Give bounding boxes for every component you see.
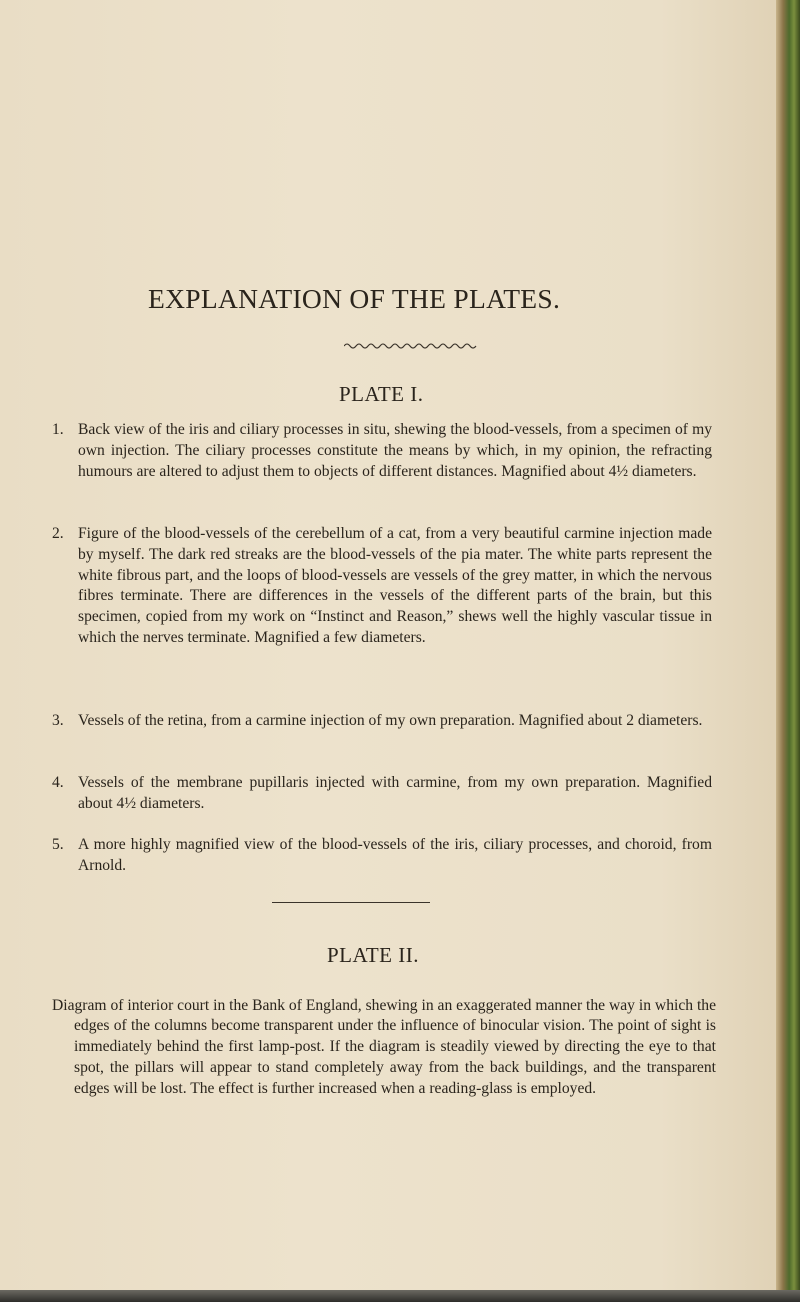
decorative-flourish	[344, 342, 478, 350]
section-divider	[272, 902, 430, 903]
entry-text: Vessels of the membrane pupillaris injected with carmine, from my own preparation. Magnified about 4½ diameters.	[78, 774, 712, 812]
page-bottom-edge	[0, 1290, 800, 1302]
entry-text: Figure of the blood-vessels of the cerebellum of a cat, from a very beautiful carmine injection made by myself. The dark red streaks are the blood-vessels of the pia mater. The white parts represent the white fibrous part, and the loops of blood-vessels are vessels of the grey matter, in which the nervous fibres terminate. There are differences in the vessels of the different parts of the brain, but this specimen, copied from my work on “Instinct and Reason,” shews well the highly vascular tissue in which the nerves terminate. Magnified a few diameters.	[78, 525, 712, 646]
plate-entry	[52, 773, 712, 815]
entry-number: 4.	[52, 774, 64, 791]
plate-entry	[52, 420, 712, 482]
plate-entry	[52, 711, 712, 732]
entry-number: 5.	[52, 836, 64, 853]
plate-heading-1: PLATE I.	[339, 382, 424, 406]
entry-number: 1.	[52, 421, 64, 438]
page-title: EXPLANATION OF THE PLATES.	[148, 283, 561, 314]
entry-text: Back view of the iris and ciliary processes in situ, shewing the blood-vessels, from a specimen of my own injection. The ciliary processes constitute the means by which, in my opinion, the refracting humours are altered to adjust them to objects of different distances. Magnified about 4½ diameters.	[78, 421, 712, 480]
entry-text: Vessels of the retina, from a carmine injection of my own preparation. Magnified about 2 diameters.	[78, 712, 703, 729]
plate-2-description	[52, 996, 716, 1100]
entry-number: 2.	[52, 525, 64, 542]
entry-text: A more highly magnified view of the blood-vessels of the iris, ciliary processes, and choroid, from Arnold.	[78, 836, 712, 874]
entry-number: 3.	[52, 712, 64, 729]
plate-heading-2: PLATE II.	[327, 943, 419, 967]
book-binding-edge	[776, 0, 800, 1302]
plate-entry	[52, 524, 712, 649]
plate-entry	[52, 835, 712, 877]
paragraph-text: Diagram of interior court in the Bank of England, shewing in an exaggerated manner the way in which the edges of the columns become transparent under the influence of binocular vision. The point of sight is immediately behind the first lamp-post. If the diagram is steadily viewed by directing the eye to that spot, the pillars will appear to stand completely away from the back buildings, and the transparent edges will be lost. The effect is further increased when a reading-glass is employed.	[52, 996, 716, 1097]
